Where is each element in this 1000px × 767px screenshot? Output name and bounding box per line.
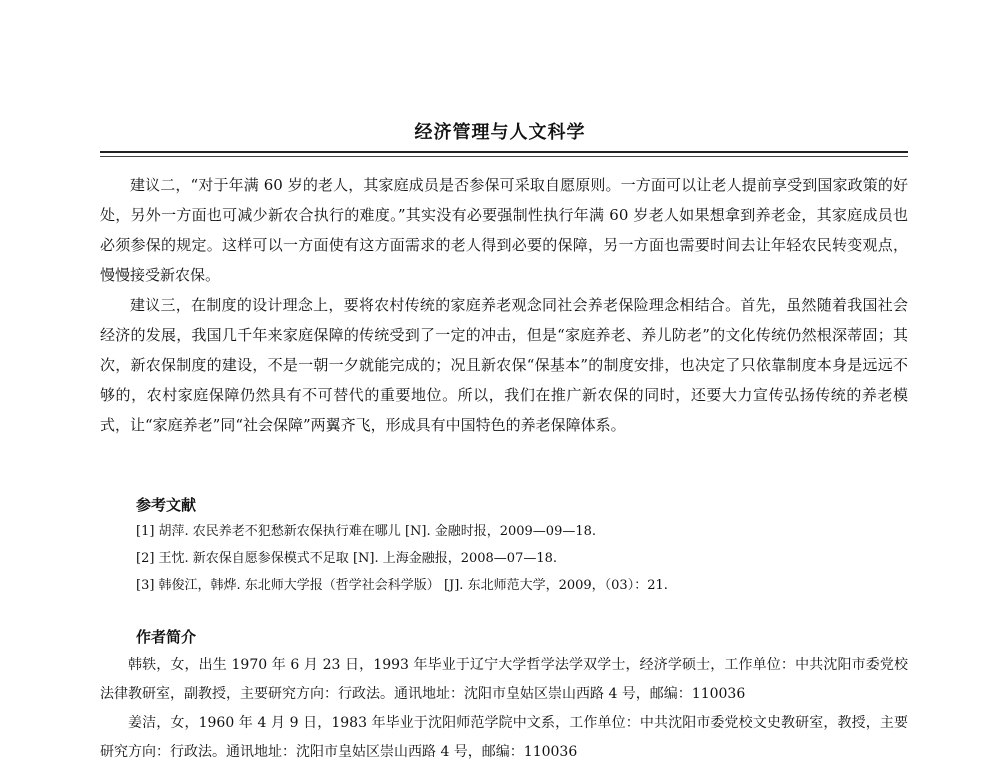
author-intro [100, 651, 908, 767]
author-bio: 姜洁，女，1960 年 4 月 9 日，1983 年毕业于沈阳师范学院中文系，工作单位：中共沈阳市委党校文史教研室，教授，主要研究方向：行政法。通讯地址：沈阳市皇姑区崇山西路 4 号，邮编：110036 [100, 715, 908, 760]
author-bio: 韩轶，女，出生 1970 年 6 月 23 日，1993 年毕业于辽宁大学哲学法学双学士，经济学硕士，工作单位：中共沈阳市委党校法律教研室，副教授，主要研究方向：行政法。通讯地址：沈阳市皇姑区崇山西路 4 号，邮编：110036 [100, 657, 908, 702]
paragraph-suggestion-2: 建议二，“对于年满 60 岁的老人，其家庭成员是否参保可采取自愿原则。一方面可以让老人提前享受到国家政策的好处，另外一方面也可减少新农合执行的难度。”其实没有必要强制性执行年满 60 岁老人如果想拿到养老金，其家庭成员也必须参保的规定。这样可以一方面使有这方面需求的老人得到必要的保障，另一方面也需要时间去让年轻农民转变观点，慢慢接受新农保。 [100, 176, 908, 284]
references-heading: 参考文献 [136, 496, 197, 514]
body-text [100, 170, 908, 440]
reference-item: [2] 王忱. 新农保自愿参保模式不足取 [N]. 上海金融报，2008—07—18. [136, 551, 558, 566]
references-list [136, 518, 668, 599]
reference-item: [1] 胡萍. 农民养老不犯愁新农保执行难在哪儿 [N]. 金融时报，2009—09—18. [136, 524, 597, 539]
header-rule-thin [100, 156, 908, 157]
paragraph-suggestion-3: 建议三，在制度的设计理念上，要将农村传统的家庭养老观念同社会养老保险理念相结合。首先，虽然随着我国社会经济的发展，我国几千年来家庭保障的传统受到了一定的冲击，但是“家庭养老、养儿防老”的文化传统仍然根深蒂固；其次，新农保制度的建设，不是一朝一夕就能完成的；况且新农保“保基本”的制度安排，也决定了只依靠制度本身是远远不够的，农村家庭保障仍然具有不可替代的重要地位。所以，我们在推广新农保的同时，还要大力宣传弘扬传统的养老模式，让“家庭养老”同“社会保障”两翼齐飞，形成具有中国特色的养老保障体系。 [100, 296, 908, 434]
page-header-title: 经济管理与人文科学 [414, 122, 586, 143]
reference-item: [3] 韩俊江，韩烨. 东北师大学报（哲学社会科学版） [J]. 东北师范大学，2009，（03）：21. [136, 578, 668, 593]
header-rule-thick [100, 151, 908, 153]
author-intro-heading: 作者简介 [136, 628, 197, 646]
